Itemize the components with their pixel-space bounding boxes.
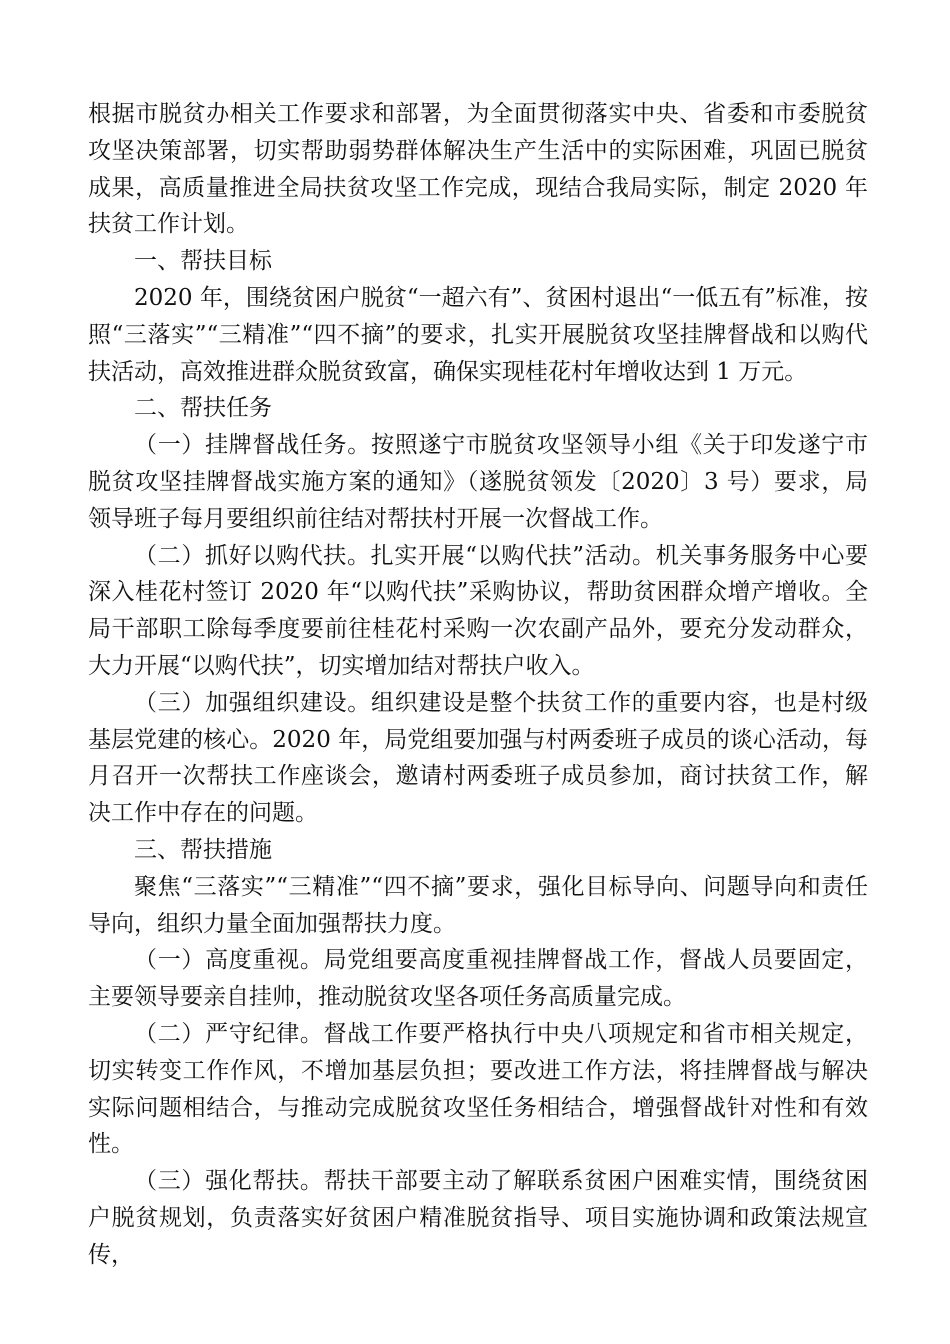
body-paragraph: 2020 年，围绕贫困户脱贫“一超六有”、贫困村退出“一低五有”标准，按照“三落实”“三精准”“四不摘”的要求，扎实开展脱贫攻坚挂牌督战和以购代扶活动，高效推进群众脱贫致富，确保实现桂花村年增收达到 1 万元。 (88, 284, 868, 385)
section-heading-goals: 一、帮扶目标 (134, 248, 272, 275)
section-heading-measures: 三、帮扶措施 (134, 836, 272, 863)
body-paragraph: （三）加强组织建设。组织建设是整个扶贫工作的重要内容，也是村级基层党建的核心。2020 年，局党组要加强与村两委班子成员的谈心活动，每月召开一次帮扶工作座谈会，邀请村两委班子成员参加，商讨扶贫工作，解决工作中存在的问题。 (88, 689, 868, 827)
body-paragraph: （二）抓好以购代扶。扎实开展“以购代扶”活动。机关事务服务中心要深入桂花村签订 2020 年“以购代扶”采购协议，帮助贫困群众增产增收。全局干部职工除每季度要前往桂花村采购一次农副产品外，要充分发动群众，大力开展“以购代扶”，切实增加结对帮扶户收入。 (88, 542, 868, 679)
body-paragraph: （一）挂牌督战任务。按照遂宁市脱贫攻坚领导小组《关于印发遂宁市脱贫攻坚挂牌督战实施方案的通知》（遂脱贫领发〔2020〕3 号）要求，局领导班子每月要组织前往结对帮扶村开展一次督战工作。 (88, 432, 868, 532)
body-paragraph: （三）强化帮扶。帮扶干部要主动了解联系贫困户困难实情，围绕贫困户脱贫规划，负责落实好贫困户精准脱贫指导、项目实施协调和政策法规宣传， (88, 1168, 868, 1268)
section-heading-tasks: 二、帮扶任务 (134, 395, 272, 422)
document-body (88, 96, 868, 1274)
intro-paragraph: 根据市脱贫办相关工作要求和部署，为全面贯彻落实中央、省委和市委脱贫攻坚决策部署，切实帮助弱势群体解决生产生活中的实际困难，巩固已脱贫成果，高质量推进全局扶贫攻坚工作完成，现结合我局实际，制定 2020 年扶贫工作计划。 (88, 101, 868, 238)
body-paragraph: （一）高度重视。局党组要高度重视挂牌督战工作，督战人员要固定，主要领导要亲自挂帅，推动脱贫攻坚各项任务高质量完成。 (88, 947, 868, 1011)
body-paragraph: 聚焦“三落实”“三精准”“四不摘”要求，强化目标导向、问题导向和责任导向，组织力量全面加强帮扶力度。 (88, 873, 868, 937)
body-paragraph: （二）严守纪律。督战工作要严格执行中央八项规定和省市相关规定，切实转变工作作风，不增加基层负担；要改进工作方法，将挂牌督战与解决实际问题相结合，与推动完成脱贫攻坚任务相结合，增强督战针对性和有效性。 (88, 1020, 868, 1158)
